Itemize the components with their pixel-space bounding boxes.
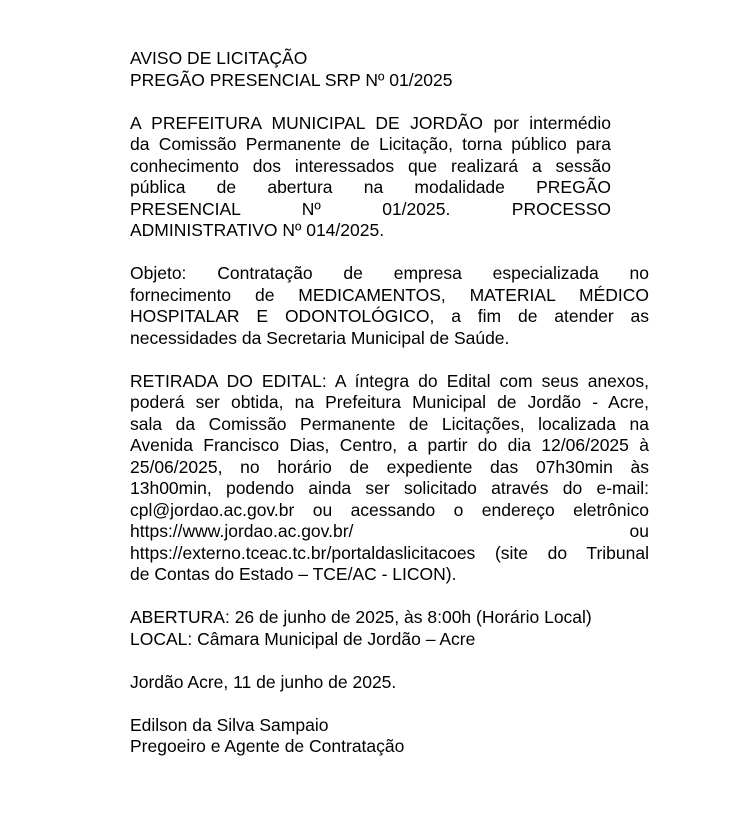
- retirada-line: https://externo.tceac.tc.br/portaldaslicitacoes (site do Tribunal: [130, 542, 649, 563]
- retirada-line: 25/06/2025, no horário de expediente das 07h30min às: [130, 456, 649, 477]
- retirada-line: sala da Comissão Permanente de Licitações, localizada na: [130, 413, 649, 434]
- intro-line: ADMINISTRATIVO Nº 014/2025.: [130, 220, 385, 240]
- notice-subtitle: PREGÃO PRESENCIAL SRP Nº 01/2025: [130, 69, 453, 90]
- notice-header: [130, 48, 649, 91]
- retirada-paragraph: [130, 371, 649, 586]
- intro-line: da Comissão Permanente de Licitação, torna público para: [130, 134, 611, 154]
- signer-name: Edilson da Silva Sampaio: [130, 714, 329, 735]
- retirada-line: RETIRADA DO EDITAL: A íntegra do Edital com seus anexos,: [130, 370, 649, 391]
- intro-line: A PREFEITURA MUNICIPAL DE JORDÃO por intermédio: [130, 112, 611, 133]
- intro-line: conhecimento dos interessados que realizará a sessão: [130, 155, 611, 176]
- retirada-line: poderá ser obtida, na Prefeitura Municipal de Jordão - Acre,: [130, 392, 649, 412]
- signer-role: Pregoeiro e Agente de Contratação: [130, 736, 405, 756]
- retirada-line: Avenida Francisco Dias, Centro, a partir do dia 12/06/2025 à: [130, 435, 649, 455]
- date-paragraph: [130, 672, 649, 694]
- retirada-line: de Contas do Estado – TCE/AC - LICON).: [130, 564, 457, 584]
- intro-line: PRESENCIAL Nº 01/2025. PROCESSO: [130, 198, 611, 219]
- retirada-line: 13h00min, podendo ainda ser solicitado através do e-mail:: [130, 478, 649, 498]
- intro-line: pública de abertura na modalidade PREGÃO: [130, 177, 611, 197]
- opening-location: LOCAL: Câmara Municipal de Jordão – Acre: [130, 628, 476, 649]
- opening-info: [130, 607, 649, 650]
- notice-title: AVISO DE LICITAÇÃO: [130, 48, 308, 68]
- document-page: [130, 48, 649, 779]
- object-paragraph: [130, 263, 649, 349]
- date-line: Jordão Acre, 11 de junho de 2025.: [130, 671, 397, 692]
- signature-block: [130, 715, 649, 758]
- retirada-line: cpl@jordao.ac.gov.br ou acessando o endereço eletrônico: [130, 499, 649, 520]
- retirada-line: https://www.jordao.ac.gov.br/ ou: [130, 521, 649, 541]
- object-line: Objeto: Contratação de empresa especializada no: [130, 263, 649, 283]
- intro-paragraph: [130, 113, 649, 242]
- opening-date: ABERTURA: 26 de junho de 2025, às 8:00h (Horário Local): [130, 607, 592, 627]
- object-line: necessidades da Secretaria Municipal de Saúde.: [130, 327, 510, 348]
- object-line: HOSPITALAR E ODONTOLÓGICO, a fim de atender as: [130, 306, 649, 326]
- object-line: fornecimento de MEDICAMENTOS, MATERIAL MÉDICO: [130, 284, 649, 305]
